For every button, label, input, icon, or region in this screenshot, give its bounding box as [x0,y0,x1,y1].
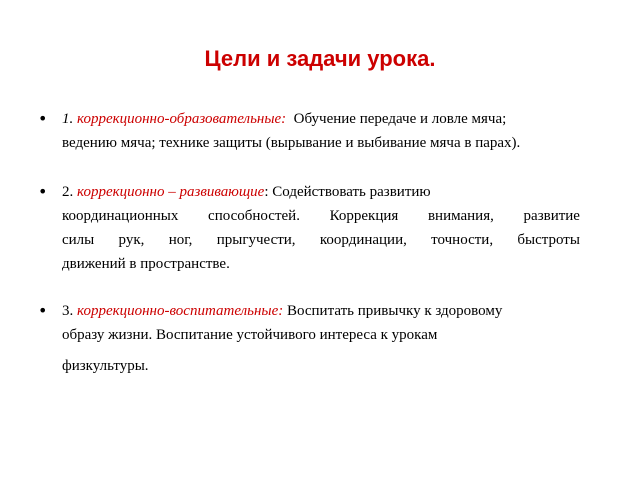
word: координационных [62,208,179,224]
goal-2-term: коррекционно – развивающие [77,184,265,200]
goal-3-text: Воспитать привычку к здоровому [286,303,503,319]
word: силы [62,232,95,248]
word: способностей. [208,208,300,224]
word: координации, [319,232,407,248]
bullet-icon: • [38,182,48,201]
word: внимания, [427,208,494,224]
word: развитие [523,208,580,224]
word: рук, [118,232,145,248]
goal-2-number: 2. [62,184,74,200]
goal-1-term: коррекционно-образовательные: [77,111,287,127]
goal-1-line-2: ведению мяча; технике защиты (вырывание и выбивание мяча в парах). [62,135,521,151]
goal-3-line-2: образу жизни. Воспитание устойчивого интереса к урокам [62,327,438,343]
bullet-icon: • [38,301,48,320]
goal-3-number: 3. [62,303,74,319]
word: быстроты [517,232,580,248]
goal-1-text: Обучение передаче и ловле мяча; [293,111,507,127]
goal-2-line-3 [62,229,580,251]
goal-2-line-1 [62,181,431,203]
goal-1-line-1 [62,108,506,130]
goal-2-line-2 [62,205,580,227]
goal-3-line-3: физкультуры. [62,358,149,374]
slide-title: Цели и задачи урока. [204,46,436,71]
goal-1-number: 1. [62,111,74,127]
word: ног, [168,232,193,248]
goal-2-text: : Содействовать развитию [264,184,431,200]
goal-3-line-1 [62,300,502,322]
goal-2-line-4: движений в пространстве. [62,256,230,272]
goal-3-term: коррекционно-воспитательные: [77,303,284,319]
word: Коррекция [329,208,399,224]
word: прыгучести, [216,232,296,248]
word: точности, [431,232,494,248]
bullet-icon: • [38,109,48,128]
